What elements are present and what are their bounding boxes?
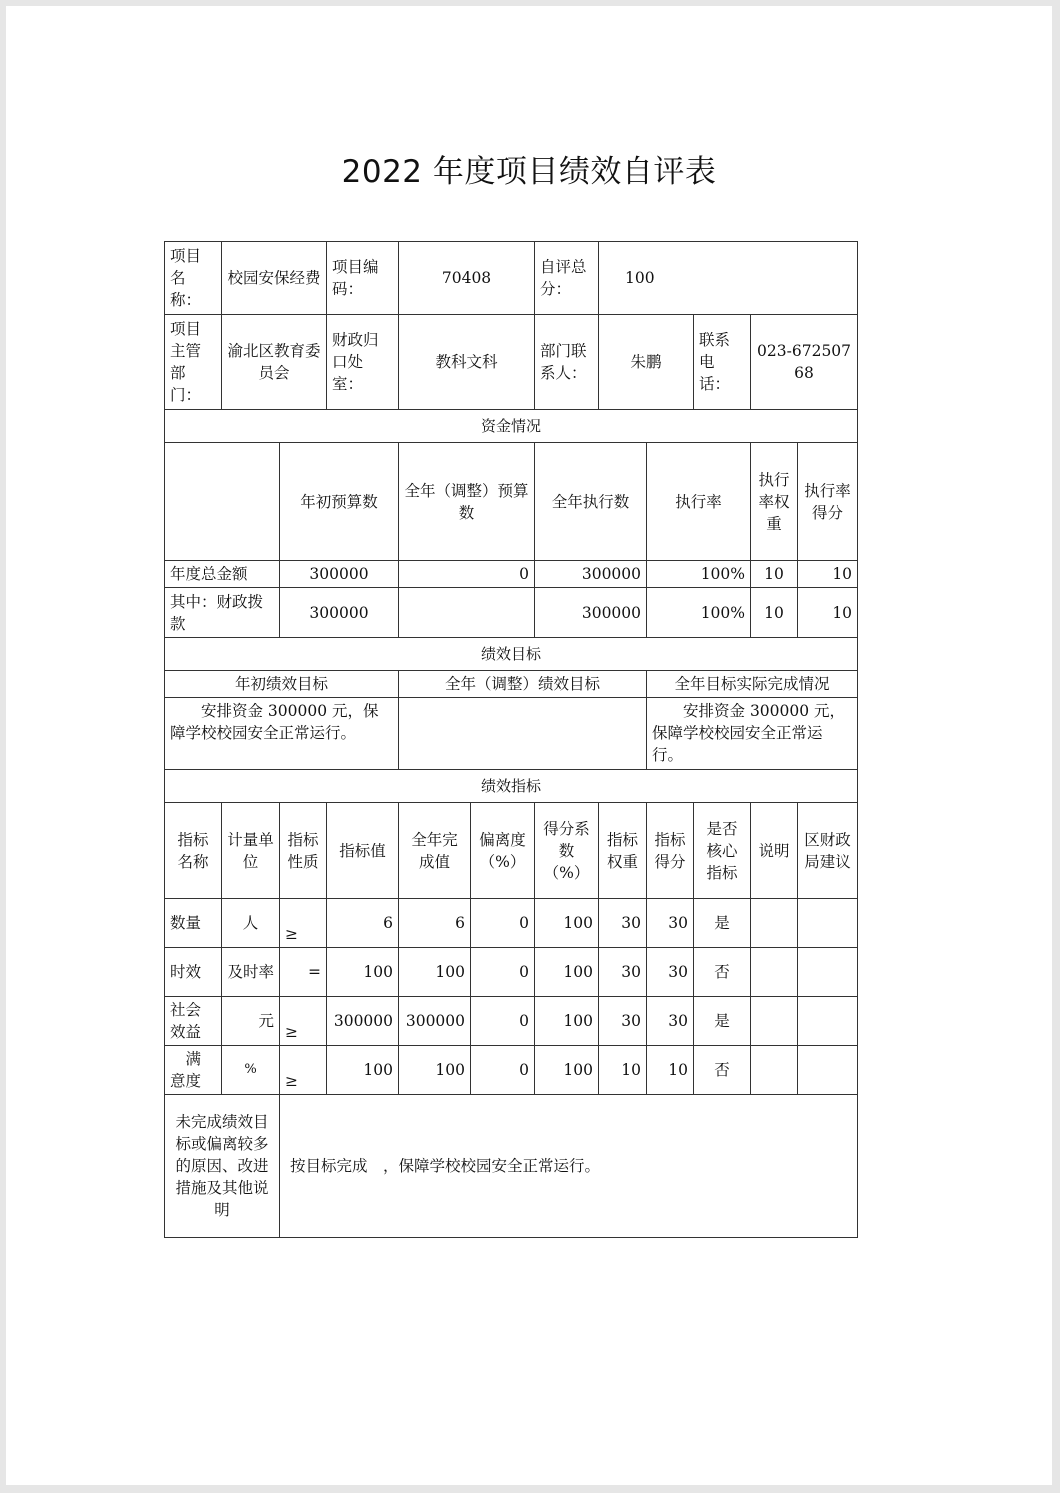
indicator-suggestion xyxy=(798,1046,858,1095)
project-code-label: 项目编码： xyxy=(327,242,399,315)
indicators-header: 指标性质 xyxy=(280,803,327,899)
indicator-weight: 30 xyxy=(599,899,647,948)
indicator-operator: ≥ xyxy=(280,997,327,1046)
funds-executed: 300000 xyxy=(535,561,647,588)
self-score: 100 xyxy=(599,242,858,315)
indicator-operator: ≥ xyxy=(280,899,327,948)
dept-value: 渝北区教育委员会 xyxy=(222,315,327,410)
funds-score: 10 xyxy=(798,561,858,588)
funds-score: 10 xyxy=(798,588,858,638)
indicator-suggestion xyxy=(798,997,858,1046)
indicators-header-row xyxy=(165,803,858,899)
indicator-unit: % xyxy=(222,1046,280,1095)
indicators-header: 区财政局建议 xyxy=(798,803,858,899)
funds-initial: 300000 xyxy=(280,561,399,588)
funds-header-blank xyxy=(165,443,280,561)
finance-office-value: 教科文科 xyxy=(399,315,535,410)
funds-header-weight: 执行率权重 xyxy=(751,443,798,561)
indicator-row xyxy=(165,997,858,1046)
indicator-row xyxy=(165,948,858,997)
goals-header-initial: 年初绩效目标 xyxy=(165,671,399,698)
indicator-deviation: 0 xyxy=(471,899,535,948)
funds-section-title: 资金情况 xyxy=(165,410,858,443)
indicator-unit: 人 xyxy=(222,899,280,948)
funds-row-label: 其中：财政拨款 xyxy=(165,588,280,638)
indicator-suggestion xyxy=(798,948,858,997)
funds-weight: 10 xyxy=(751,588,798,638)
finance-office-label: 财政归口处室： xyxy=(327,315,399,410)
indicator-suggestion xyxy=(798,899,858,948)
indicator-value: 6 xyxy=(327,899,399,948)
indicator-completed: 6 xyxy=(399,899,471,948)
indicator-score: 10 xyxy=(647,1046,694,1095)
indicators-header: 得分系数（%） xyxy=(535,803,599,899)
indicator-completed: 300000 xyxy=(399,997,471,1046)
funds-row xyxy=(165,561,858,588)
indicator-note xyxy=(751,948,798,997)
indicators-header: 指标名称 xyxy=(165,803,222,899)
evaluation-table xyxy=(164,241,858,1238)
goals-section-title: 绩效目标 xyxy=(165,638,858,671)
funds-adjusted: 0 xyxy=(399,561,535,588)
funds-row xyxy=(165,588,858,638)
indicators-header: 是否核心指标 xyxy=(694,803,751,899)
funds-header-score: 执行率得分 xyxy=(798,443,858,561)
indicator-weight: 10 xyxy=(599,1046,647,1095)
indicator-deviation: 0 xyxy=(471,1046,535,1095)
indicator-note xyxy=(751,1046,798,1095)
funds-initial: 300000 xyxy=(280,588,399,638)
document-page xyxy=(6,6,1052,1485)
indicator-name: 数量 xyxy=(165,899,222,948)
indicator-operator: ≥ xyxy=(280,1046,327,1095)
funds-row-label: 年度总金额 xyxy=(165,561,280,588)
indicators-header: 全年完成值 xyxy=(399,803,471,899)
indicator-coefficient: 100 xyxy=(535,948,599,997)
goals-header-adjusted: 全年（调整）绩效目标 xyxy=(399,671,647,698)
goals-header-row xyxy=(165,671,858,698)
indicator-row xyxy=(165,899,858,948)
phone-label: 联系电话： xyxy=(694,315,751,410)
project-name: 校园安保经费 xyxy=(222,242,327,315)
indicators-header: 指标权重 xyxy=(599,803,647,899)
indicator-unit: 元 xyxy=(222,997,280,1046)
notes-row xyxy=(165,1095,858,1238)
indicator-operator: = xyxy=(280,948,327,997)
indicators-header: 偏离度（%） xyxy=(471,803,535,899)
goals-actual: 安排资金 300000 元，保障学校校园安全正常运行。 xyxy=(647,698,858,770)
funds-executed: 300000 xyxy=(535,588,647,638)
phone-value: 023-67250768 xyxy=(751,315,858,410)
indicator-row xyxy=(165,1046,858,1095)
indicator-coefficient: 100 xyxy=(535,1046,599,1095)
indicators-header: 说明 xyxy=(751,803,798,899)
indicators-header: 指标得分 xyxy=(647,803,694,899)
goals-section-row xyxy=(165,638,858,671)
goals-initial: 安排资金 300000 元，保障学校校园安全正常运行。 xyxy=(165,698,399,770)
project-row-1 xyxy=(165,242,858,315)
indicator-name: 社会效益 xyxy=(165,997,222,1046)
indicator-coefficient: 100 xyxy=(535,899,599,948)
project-row-2 xyxy=(165,315,858,410)
indicator-weight: 30 xyxy=(599,948,647,997)
funds-header-adjusted: 全年（调整）预算数 xyxy=(399,443,535,561)
indicator-name: 时效 xyxy=(165,948,222,997)
indicator-score: 30 xyxy=(647,899,694,948)
contact-value: 朱鹏 xyxy=(599,315,694,410)
indicator-value: 300000 xyxy=(327,997,399,1046)
funds-header-row xyxy=(165,443,858,561)
indicator-completed: 100 xyxy=(399,1046,471,1095)
indicator-name: 满意度 xyxy=(165,1046,222,1095)
indicator-weight: 30 xyxy=(599,997,647,1046)
project-code: 70408 xyxy=(399,242,535,315)
indicator-deviation: 0 xyxy=(471,948,535,997)
indicator-value: 100 xyxy=(327,948,399,997)
notes-label: 未完成绩效目标或偏离较多的原因、改进措施及其他说明 xyxy=(165,1095,280,1238)
indicator-coefficient: 100 xyxy=(535,997,599,1046)
indicator-core: 是 xyxy=(694,899,751,948)
indicators-section-title: 绩效指标 xyxy=(165,770,858,803)
indicator-score: 30 xyxy=(647,997,694,1046)
project-name-label: 项目名称： xyxy=(165,242,222,315)
indicator-note xyxy=(751,997,798,1046)
goals-header-actual: 全年目标实际完成情况 xyxy=(647,671,858,698)
funds-header-initial: 年初预算数 xyxy=(280,443,399,561)
funds-header-executed: 全年执行数 xyxy=(535,443,647,561)
funds-weight: 10 xyxy=(751,561,798,588)
funds-header-rate: 执行率 xyxy=(647,443,751,561)
indicator-core: 否 xyxy=(694,1046,751,1095)
indicators-section-row xyxy=(165,770,858,803)
goals-adjusted xyxy=(399,698,647,770)
dept-label: 项目主管部门： xyxy=(165,315,222,410)
self-score-label: 自评总分： xyxy=(535,242,599,315)
indicator-note xyxy=(751,899,798,948)
indicator-core: 否 xyxy=(694,948,751,997)
notes-text: 按目标完成 ，保障学校校园安全正常运行。 xyxy=(280,1095,858,1238)
contact-label: 部门联系人： xyxy=(535,315,599,410)
indicator-completed: 100 xyxy=(399,948,471,997)
document-title: 2022 年度项目绩效自评表 xyxy=(341,154,717,190)
indicators-header: 指标值 xyxy=(327,803,399,899)
indicator-value: 100 xyxy=(327,1046,399,1095)
funds-rate: 100% xyxy=(647,561,751,588)
indicator-deviation: 0 xyxy=(471,997,535,1046)
indicator-core: 是 xyxy=(694,997,751,1046)
indicator-unit: 及时率 xyxy=(222,948,280,997)
indicators-header: 计量单位 xyxy=(222,803,280,899)
funds-rate: 100% xyxy=(647,588,751,638)
funds-section-row xyxy=(165,410,858,443)
goals-content-row xyxy=(165,698,858,770)
funds-adjusted xyxy=(399,588,535,638)
indicator-score: 30 xyxy=(647,948,694,997)
